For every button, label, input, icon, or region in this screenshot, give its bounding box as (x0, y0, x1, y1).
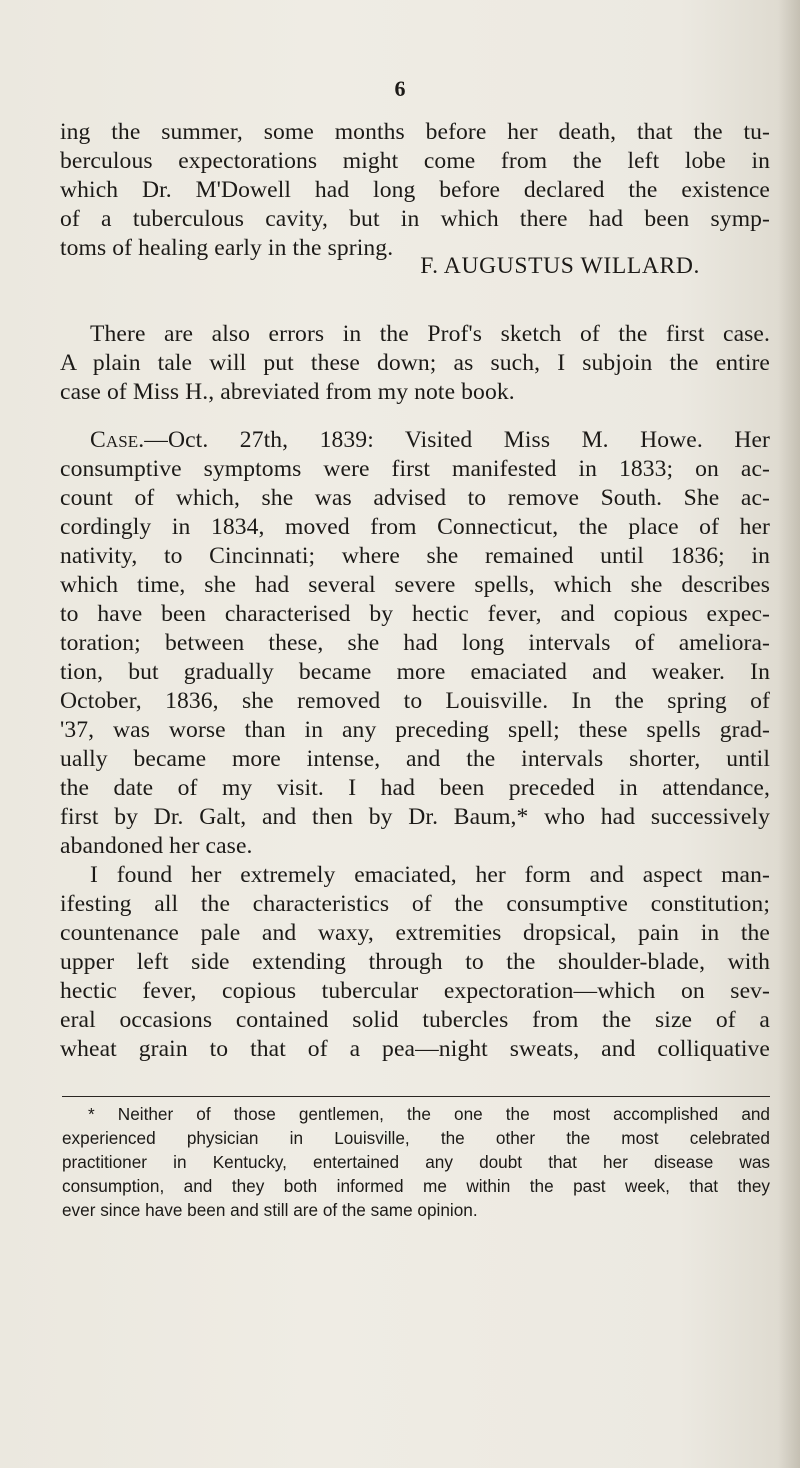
text-line: consumptive symptoms were first manifested in 1833; on ac- (60, 456, 770, 482)
text-line: '37, was worse than in any preceding spell; these spells grad- (60, 717, 770, 743)
text-line: wheat grain to that of a pea—night sweats, and colliquative (60, 1036, 770, 1062)
case-first-line (60, 426, 770, 455)
text-line: toms of healing early in the spring. (60, 235, 394, 261)
text-line: toration; between these, she had long intervals of ameliora- (60, 630, 770, 656)
text-line: berculous expectorations might come from the left lobe in (60, 148, 770, 174)
footnote-line: * Neither of those gentlemen, the one the most accomplished and (88, 1104, 770, 1124)
text-line: cordingly in 1834, moved from Connecticut, the place of her (60, 514, 770, 540)
footnote-line: ever since have been and still are of the same opinion. (62, 1200, 478, 1220)
case-label: Case. (90, 427, 145, 453)
text-line: the date of my visit. I had been preceded in attendance, (60, 775, 770, 801)
text-line: upper left side extending through to the shoulder-blade, with (60, 949, 770, 975)
text-line: There are also errors in the Prof's sketch of the first case. (90, 321, 770, 347)
case-first-line-text: —Oct. 27th, 1839: Visited Miss M. Howe. Her (144, 427, 770, 453)
text-line: A plain tale will put these down; as such, I subjoin the entire (60, 350, 770, 376)
footnote-divider (62, 1096, 770, 1097)
text-line: tion, but gradually became more emaciated and weaker. In (60, 659, 770, 685)
text-line: which time, she had several severe spells, which she describes (60, 572, 770, 598)
text-line: ing the summer, some months before her death, that the tu- (60, 119, 770, 145)
text-line: count of which, she was advised to remove South. She ac- (60, 485, 770, 511)
footnote-line: experienced physician in Louisville, the other the most celebrated (62, 1128, 770, 1148)
intro-paragraph (60, 320, 770, 407)
text-line: I found her extremely emaciated, her form and aspect man- (90, 862, 770, 888)
text-line: nativity, to Cincinnati; where she remained until 1836; in (60, 543, 770, 569)
text-line: first by Dr. Galt, and then by Dr. Baum,* who had successively (60, 804, 770, 830)
findings-paragraph (60, 861, 770, 1064)
text-line: case of Miss H., abreviated from my note book. (60, 379, 515, 405)
text-line: which Dr. M'Dowell had long before declared the existence (60, 177, 770, 203)
case-paragraph (60, 426, 770, 861)
page-number: 6 (394, 76, 406, 101)
continuation-paragraph (60, 118, 770, 263)
text-line: abandoned her case. (60, 833, 253, 859)
text-line: of a tuberculous cavity, but in which there had been symp- (60, 206, 770, 232)
page-edge-shadow (778, 0, 800, 1468)
text-line: October, 1836, she removed to Louisville. In the spring of (60, 688, 770, 714)
footnote (62, 1102, 770, 1222)
text-line: ifesting all the characteristics of the consumptive constitution; (60, 891, 770, 917)
footnote-line: practitioner in Kentucky, entertained any doubt that her disease was (62, 1152, 770, 1172)
text-line: to have been characterised by hectic fever, and copious expec- (60, 601, 770, 627)
footnote-line: consumption, and they both informed me within the past week, that they (62, 1176, 770, 1196)
text-line: eral occasions contained solid tubercles from the size of a (60, 1007, 770, 1033)
text-line: countenance pale and waxy, extremities dropsical, pain in the (60, 920, 770, 946)
text-line: hectic fever, copious tubercular expectoration—which on sev- (60, 978, 770, 1004)
text-line: ually became more intense, and the intervals shorter, until (60, 746, 770, 772)
author-signature: F. AUGUSTUS WILLARD. (420, 253, 700, 279)
